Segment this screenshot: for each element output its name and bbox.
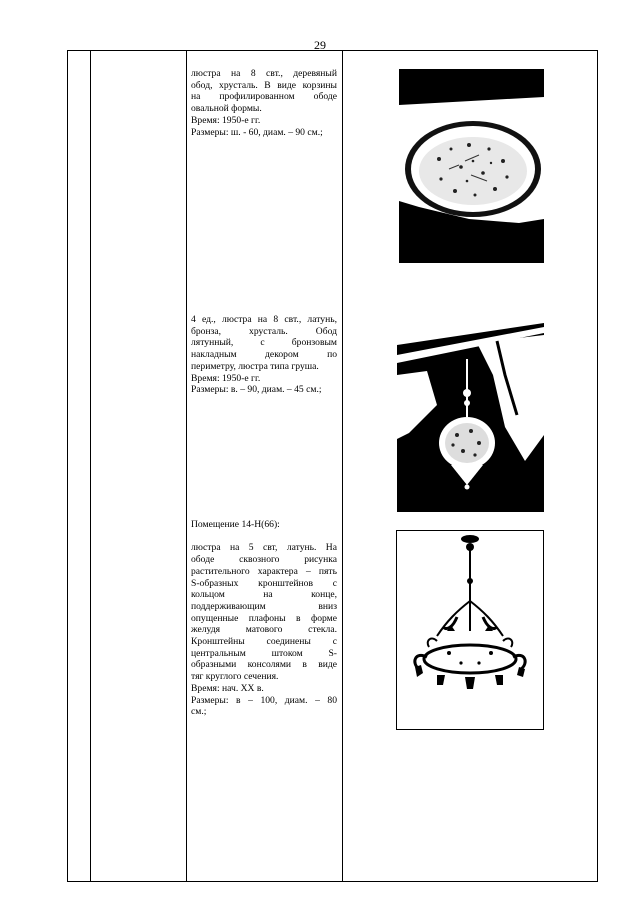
chandelier-photo (397, 315, 544, 512)
room-heading: Помещение 14-Н(66): (191, 519, 280, 530)
page-number: 29 (314, 38, 326, 52)
column-divider (186, 51, 187, 881)
entry-text-line: бронза, хрусталь. Обод (191, 325, 337, 337)
entry-period: Время: 1950-е гг. (191, 372, 261, 384)
entry-description (191, 68, 337, 138)
entry-text-line: периметру, люстра типа груша. (191, 360, 319, 372)
entry-text-line: растительного характера – пять (191, 565, 337, 577)
entry-text-line: на профилированном ободе (191, 91, 337, 103)
entry-size: Размеры: в – 100, диам. – 80 (191, 694, 337, 706)
column-divider (342, 51, 343, 881)
entry-text-line: обод, хрусталь. В виде корзины (191, 79, 337, 91)
entry-text-line: лятунный, с бронзовым (191, 337, 337, 349)
column-divider (90, 51, 91, 881)
entry-text-line: опущенные плафоны в форме (191, 612, 337, 624)
entry-period: Время: нач. XX в. (191, 682, 264, 694)
entry-size: Размеры: в. – 90, диам. – 45 см.; (191, 384, 322, 396)
entry-size-continued: см.; (191, 706, 207, 718)
entry-text-line: центральным штоком S- (191, 647, 337, 659)
entry-text-line: кольцом на конце, (191, 589, 337, 601)
entry-size: Размеры: ш. - 60, диам. – 90 см.; (191, 126, 323, 138)
entry-description (191, 519, 337, 718)
chandelier-photo (396, 530, 544, 730)
entry-text-line: овальной формы. (191, 103, 262, 115)
entry-period: Время: 1950-е гг. (191, 114, 261, 126)
entry-text-line: люстра на 8 свт., деревяный (191, 68, 337, 79)
entry-text-line: 4 ед., люстра на 8 свт., латунь, (191, 314, 337, 325)
spacer (191, 531, 337, 543)
entry-text-line: тяг круглого сечения. (191, 671, 279, 683)
entry-text-line: люстра на 5 свт, латунь. На (191, 542, 337, 554)
entry-text-line: образными консолями в виде (191, 659, 337, 671)
entry-description (191, 314, 337, 396)
entry-text-line: накладным декором по (191, 349, 337, 361)
chandelier-photo (399, 69, 544, 263)
entry-text-line: S-образных кронштейнов с (191, 577, 337, 589)
entry-text-line: поддерживающим вниз (191, 600, 337, 612)
entry-text-line: желудя матового стекла. (191, 624, 337, 636)
entry-text-line: ободе сквозного рисунка (191, 554, 337, 566)
entry-text-line: Кронштейны соединены с (191, 636, 337, 648)
